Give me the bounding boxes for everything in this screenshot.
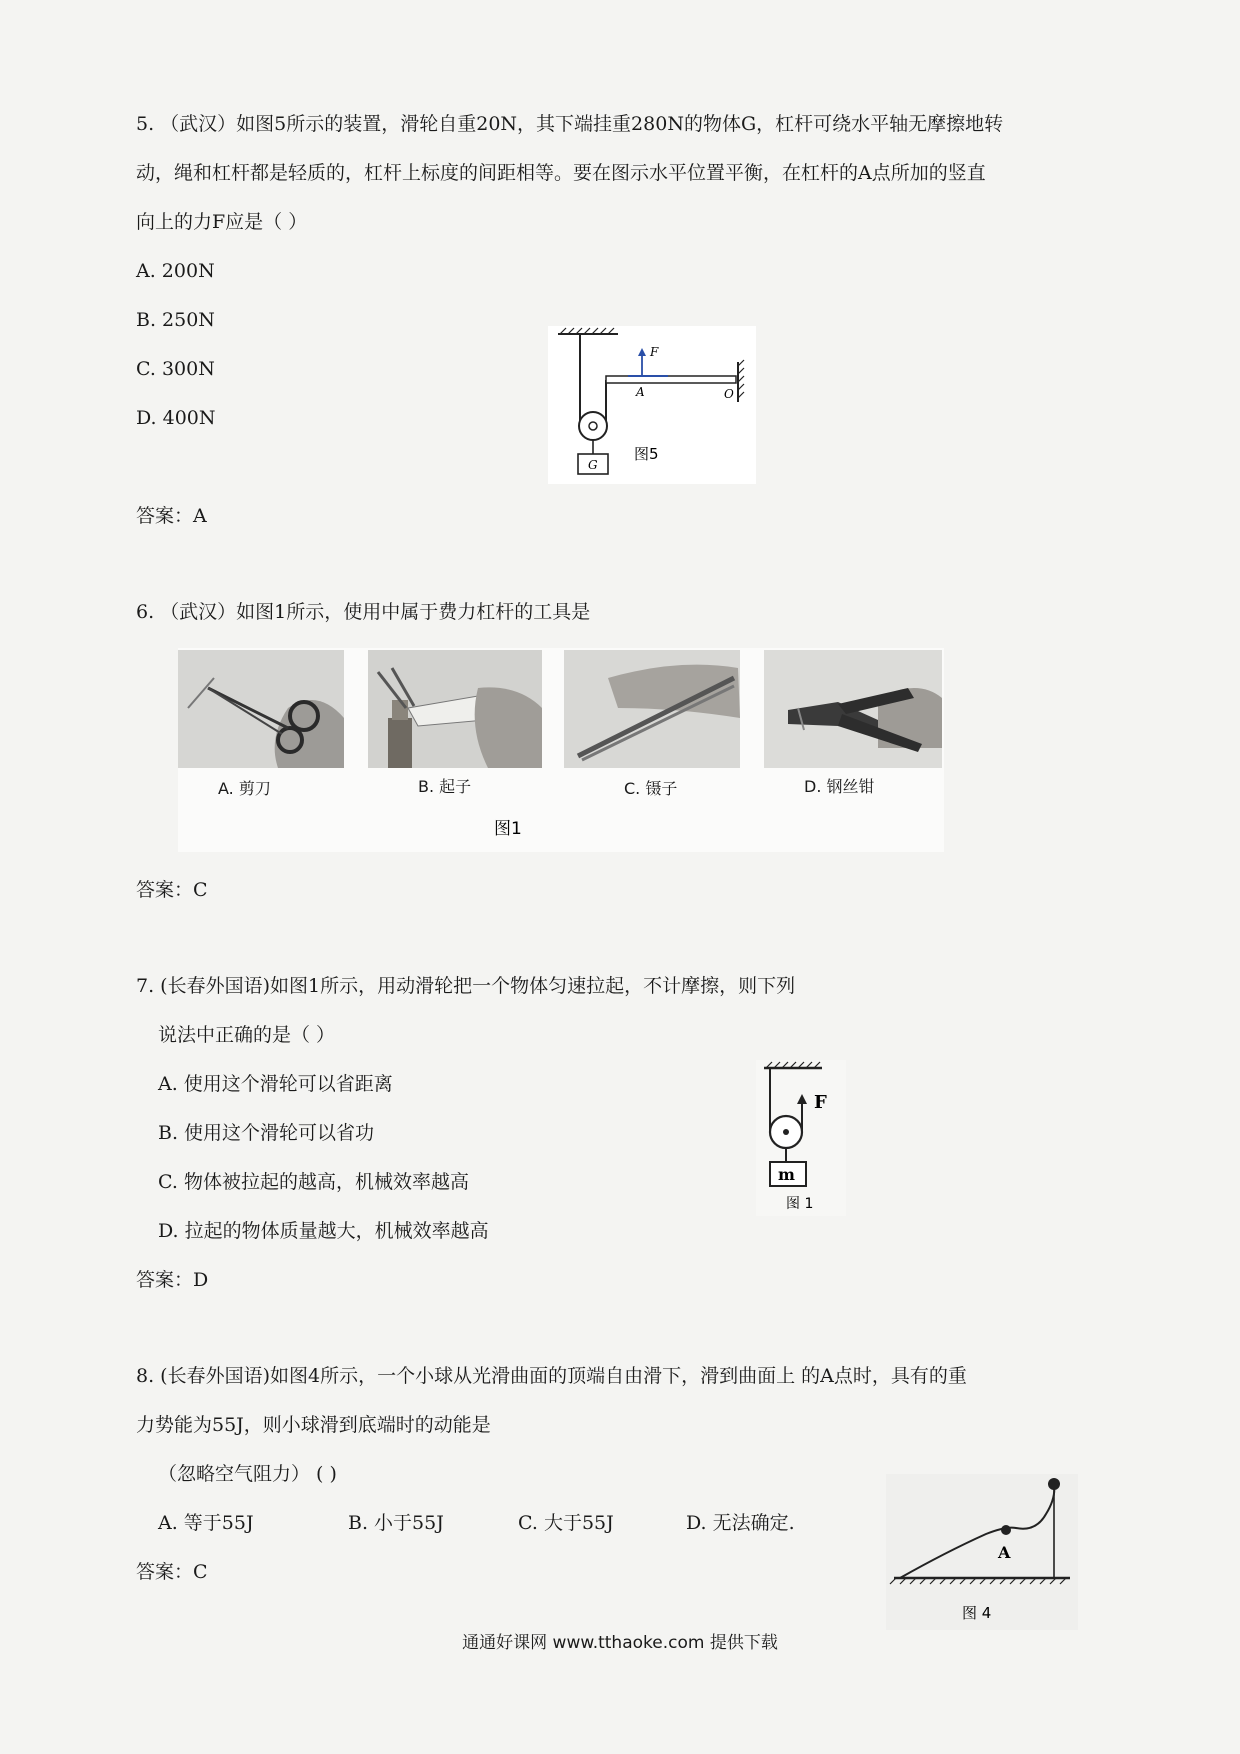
q5-option-c: C. 300N <box>136 358 215 380</box>
q7-stem-line1: 7. (长春外国语)如图1所示，用动滑轮把一个物体匀速拉起，不计摩擦，则下列 <box>136 975 796 997</box>
q8-fig-caption: 图 4 <box>962 1604 992 1622</box>
q5-stem-line3: 向上的力F应是（ ） <box>136 211 308 233</box>
q5-fig-label-f: F <box>650 345 659 359</box>
q5-fig-label-g: G <box>588 458 598 472</box>
q7-option-a: A. 使用这个滑轮可以省距离 <box>158 1073 393 1095</box>
q7-fig-label-f: F <box>814 1092 827 1113</box>
q8-answer: 答案：C <box>136 1561 208 1583</box>
q7-option-c: C. 物体被拉起的越高，机械效率越高 <box>158 1171 469 1193</box>
q6-answer: 答案：C <box>136 879 208 901</box>
q5-option-b: B. 250N <box>136 309 215 331</box>
photo-pliers <box>764 650 942 768</box>
q7-fig-caption: 图 1 <box>786 1196 814 1212</box>
q7-option-d: D. 拉起的物体质量越大，机械效率越高 <box>158 1220 489 1242</box>
q6-stem-line1: 6. （武汉）如图1所示，使用中属于费力杠杆的工具是 <box>136 601 591 623</box>
photo-tweezers <box>564 650 740 768</box>
q5-option-a: A. 200N <box>136 260 215 282</box>
q8-fig-label-a: A <box>998 1543 1011 1562</box>
q5-option-d: D. 400N <box>136 407 216 429</box>
q6-photo-label-a: A. 剪刀 <box>218 779 271 798</box>
q8-figure-curved-track <box>886 1474 1078 1630</box>
q6-photo-label-d: D. 钢丝钳 <box>804 777 875 796</box>
q8-stem-line2: 力势能为55J，则小球滑到底端时的动能是 <box>136 1414 491 1436</box>
q5-fig-label-o: O <box>724 387 734 401</box>
photo-bottle-opener <box>368 650 542 768</box>
q6-fig-caption: 图1 <box>494 819 522 839</box>
q5-fig-label-a: A <box>636 385 645 399</box>
q5-stem-line1: 5. （武汉）如图5所示的装置，滑轮自重20N，其下端挂重280N的物体G，杠杆可绕水平轴无摩擦地转 <box>136 113 1004 135</box>
q5-stem-line2: 动，绳和杠杆都是轻质的，杠杆上标度的间距相等。要在图示水平位置平衡，在杠杆的A点所加的竖直 <box>136 162 986 184</box>
q5-fig-caption: 图5 <box>634 445 659 463</box>
page-footer: 通通好课网 www.tthaoke.com 提供下载 <box>462 1633 778 1653</box>
q7-fig-label-m: m <box>778 1165 795 1184</box>
q7-option-b: B. 使用这个滑轮可以省功 <box>158 1122 375 1144</box>
q7-figure-movable-pulley <box>756 1060 846 1216</box>
q6-photo-label-b: B. 起子 <box>418 777 472 796</box>
q5-answer: 答案：A <box>136 505 207 527</box>
q8-option-a: A. 等于55J <box>158 1512 254 1534</box>
q7-answer: 答案：D <box>136 1269 209 1291</box>
q6-figure-tools <box>178 648 944 852</box>
q8-option-d: D. 无法确定. <box>686 1512 795 1534</box>
q6-photo-label-c: C. 镊子 <box>624 779 678 798</box>
photo-scissors <box>178 650 344 768</box>
q8-stem-line1: 8. (长春外国语)如图4所示，一个小球从光滑曲面的顶端自由滑下，滑到曲面上 的A点时，具有的重 <box>136 1365 967 1387</box>
q8-option-b: B. 小于55J <box>348 1512 444 1534</box>
q8-stem-line3: （忽略空气阻力） ( ) <box>158 1463 337 1485</box>
q5-figure-lever-pulley <box>548 326 756 484</box>
q7-stem-line2: 说法中正确的是（ ） <box>158 1024 336 1046</box>
q8-option-c: C. 大于55J <box>518 1512 614 1534</box>
